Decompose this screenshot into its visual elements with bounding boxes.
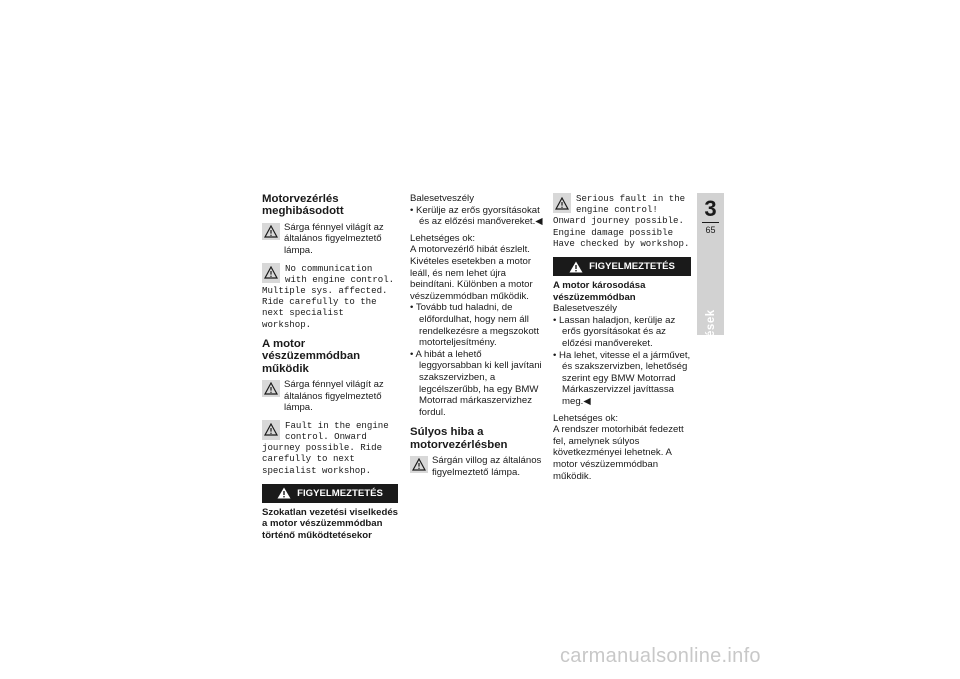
divider — [702, 222, 719, 223]
heading-engine-control-fault: Motorvezérlés meghibásodott — [262, 193, 344, 218]
list-item: • Kerülje az erős gyorsításokat és az előzési manővereket.◀ — [410, 205, 546, 228]
display-message — [262, 420, 398, 476]
list-item: • Ha lehet, vitesse el a járművet, és szakszervizben, lehetőség szerint egy BMW Motorrad Márkaszervizzel javíttassa meg.◀ — [553, 350, 691, 408]
display-message-text: No communication with engine control. Multiple sys. affected. Ride carefully to the next specialist workshop. — [262, 262, 395, 330]
indicator-row — [262, 379, 398, 414]
warning-title: Szokatlan vezetési viselkedés a motor vészüzemmódban történő működtetésekor — [262, 506, 398, 542]
indicator-row — [262, 222, 398, 257]
warning-bar-label: FIGYELMEZTETÉS — [297, 487, 383, 499]
hazard-text: Balesetveszély — [553, 303, 617, 315]
warning-bar — [553, 257, 691, 276]
hazard-text: Balesetveszély — [410, 193, 474, 204]
display-message — [553, 193, 691, 249]
warning-triangle-icon — [553, 193, 571, 213]
warning-title: A motor károsodása vészüzemmódban — [553, 280, 646, 303]
page-number: 65 — [705, 225, 716, 235]
watermark: carmanualsonline.info — [560, 645, 761, 667]
list-item: • Lassan haladjon, kerülje az erős gyorsításokat és az előzési manővereket. — [553, 315, 691, 350]
chapter-title: Kijelzések — [705, 309, 717, 370]
chapter-number: 3 — [704, 196, 717, 221]
display-message-text: Fault in the engine control. Onward journey possible. Ride carefully to next specialist workshop. — [262, 419, 389, 476]
cause-label: Lehetséges ok: — [410, 232, 476, 244]
cause-label: Lehetséges ok: — [553, 412, 619, 424]
warning-triangle-icon — [569, 261, 583, 273]
warning-bar — [262, 484, 398, 503]
display-message — [262, 263, 398, 330]
list-item: • Tovább tud haladni, de előfordulhat, hogy nem áll rendelkezésre a megszokott motorteljesítmény. — [410, 302, 546, 348]
warning-triangle-icon — [410, 456, 428, 473]
warning-triangle-icon — [262, 223, 280, 240]
cause-text: A motorvezérlő hibát észlelt. Kivételes esetekben a motor leáll, és nem lehet újra beindítani. Különben a motor vészüzemmódban működik. — [410, 244, 533, 302]
heading-emergency-mode: A motor vészüzemmódban működik — [262, 337, 361, 375]
list-item: • A hibát a lehető leggyorsabban ki kell javítani szakszervizben, a legcélszerűbb, ha egy BMW Motorrad márkaszervizhez fordul. — [410, 349, 546, 419]
cause-text: A rendszer motorhibát fedezett fel, amelynek súlyos következményei lehetnek. A motor vészüzemmódban működik. — [553, 424, 684, 482]
warning-triangle-icon — [262, 420, 280, 440]
indicator-row — [410, 455, 546, 478]
warning-triangle-icon — [262, 380, 280, 397]
indicator-text: Sárgán villog az általános figyelmeztető lámpa. — [432, 455, 542, 478]
warning-triangle-icon — [277, 487, 291, 499]
column-1 — [262, 193, 398, 542]
warning-triangle-icon — [262, 263, 280, 283]
display-message-text: Serious fault in the engine control! Onward journey possible. Engine damage possible Have checked by workshop. — [553, 193, 690, 249]
bullet-list — [410, 205, 546, 228]
warning-bar-label: FIGYELMEZTETÉS — [589, 260, 675, 272]
column-2 — [410, 193, 546, 484]
heading-serious-fault: Súlyos hiba a motorvezérlésben — [410, 426, 508, 451]
indicator-text: Sárga fénnyel világít az általános figyelmeztető lámpa. — [284, 379, 384, 414]
bullet-list — [553, 315, 691, 408]
indicator-text: Sárga fénnyel világít az általános figyelmeztető lámpa. — [284, 221, 384, 256]
bullet-list — [410, 302, 546, 418]
column-3 — [553, 193, 691, 482]
